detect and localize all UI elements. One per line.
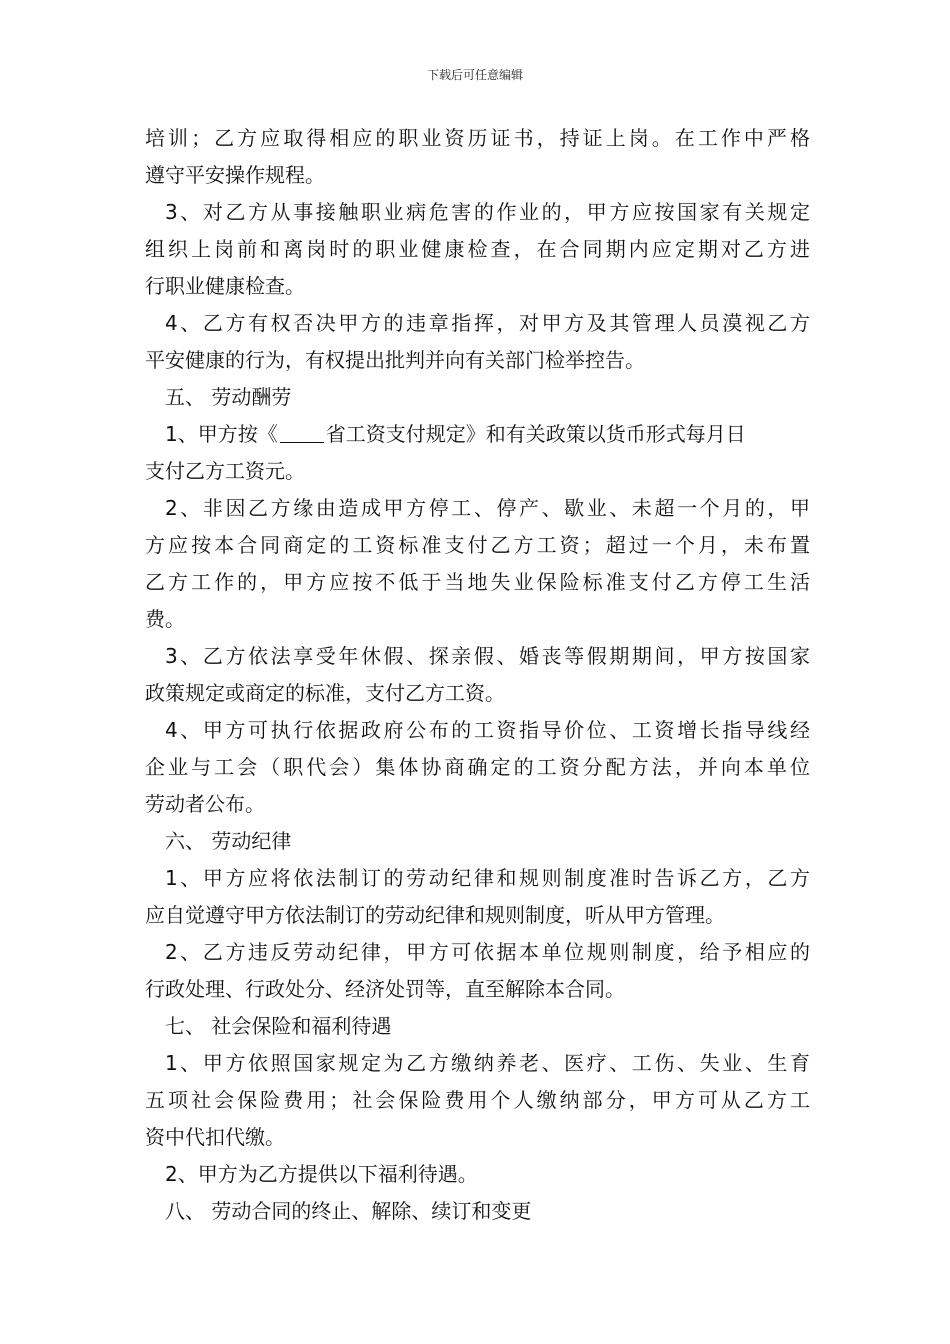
clause-2-line: 2、非因乙方缘由造成甲方停工、停产、歇业、未超一个月的，甲 [165,496,810,520]
clause-3-line: 3、乙方依法享受年休假、探亲假、婚丧等假期期间，甲方按国家 [165,644,810,668]
paragraph-line: 应自觉遵守甲方依法制订的劳动纪律和规则制度，听从甲方管理。 [145,903,725,927]
paragraph-line: 乙方工作的，甲方应按不低于当地失业保险标准支付乙方停工生活 [145,570,810,594]
paragraph-line: 平安健康的行为，有权提出批判并向有关部门检举控告。 [145,348,645,372]
clause-1-line: 1、甲方依照国家规定为乙方缴纳养老、医疗、工伤、失业、生育 [165,1051,810,1075]
section-heading-8: 八、 劳动合同的终止、解除、续订和变更 [165,1199,532,1223]
paragraph-line: 五项社会保险费用；社会保险费用个人缴纳部分，甲方可从乙方工 [145,1088,810,1112]
paragraph-line: 行政处理、行政处分、经济处罚等，直至解除本合同。 [145,977,625,1001]
paragraph-line: 培训；乙方应取得相应的职业资历证书，持证上岗。在工作中严格 [145,126,810,150]
document-body [145,120,810,1230]
clause-3-line: 3、对乙方从事接触职业病危害的作业的，甲方应按国家有关规定 [165,200,810,224]
clause-4-line: 4、乙方有权否决甲方的违章指挥，对甲方及其管理人员漠视乙方 [165,311,810,335]
page-header: 下载后可任意编辑 [426,68,523,82]
clause-4-line: 4、甲方可执行依据政府公布的工资指导价位、工资增长指导线经 [165,718,810,742]
clause-1-line [145,416,810,453]
paragraph-line: 遵守平安操作规程。 [145,163,325,187]
fill-in-blank [280,422,324,443]
paragraph-line: 方应按本合同商定的工资标准支付乙方工资；超过一个月，未布置 [145,533,810,557]
paragraph-line: 支付乙方工资元。 [145,459,305,483]
clause-2-line: 2、乙方违反劳动纪律，甲方可依据本单位规则制度，给予相应的 [165,940,810,964]
section-heading-6: 六、 劳动纪律 [165,829,292,853]
clause-text: 1、甲方按《 [165,422,278,446]
paragraph-line: 行职业健康检查。 [145,274,305,298]
paragraph-line: 资中代扣代缴。 [145,1125,285,1149]
paragraph-line: 政策规定或商定的标准，支付乙方工资。 [145,681,505,705]
clause-2-line: 2、甲方为乙方提供以下福利待遇。 [165,1162,478,1186]
paragraph-line: 企业与工会（职代会）集体协商确定的工资分配方法，并向本单位 [145,755,810,779]
section-heading-5: 五、 劳动酬劳 [165,385,292,409]
paragraph-line: 费。 [145,607,185,631]
clause-1-line: 1、甲方应将依法制订的劳动纪律和规则制度准时告诉乙方，乙方 [165,866,810,890]
paragraph-line: 组织上岗前和离岗时的职业健康检查，在合同期内应定期对乙方进 [145,237,810,261]
paragraph-line: 劳动者公布。 [145,792,265,816]
clause-text: 省工资支付规定》和有关政策以货币形式每月日 [325,422,746,446]
section-heading-7: 七、 社会保险和福利待遇 [165,1014,392,1038]
